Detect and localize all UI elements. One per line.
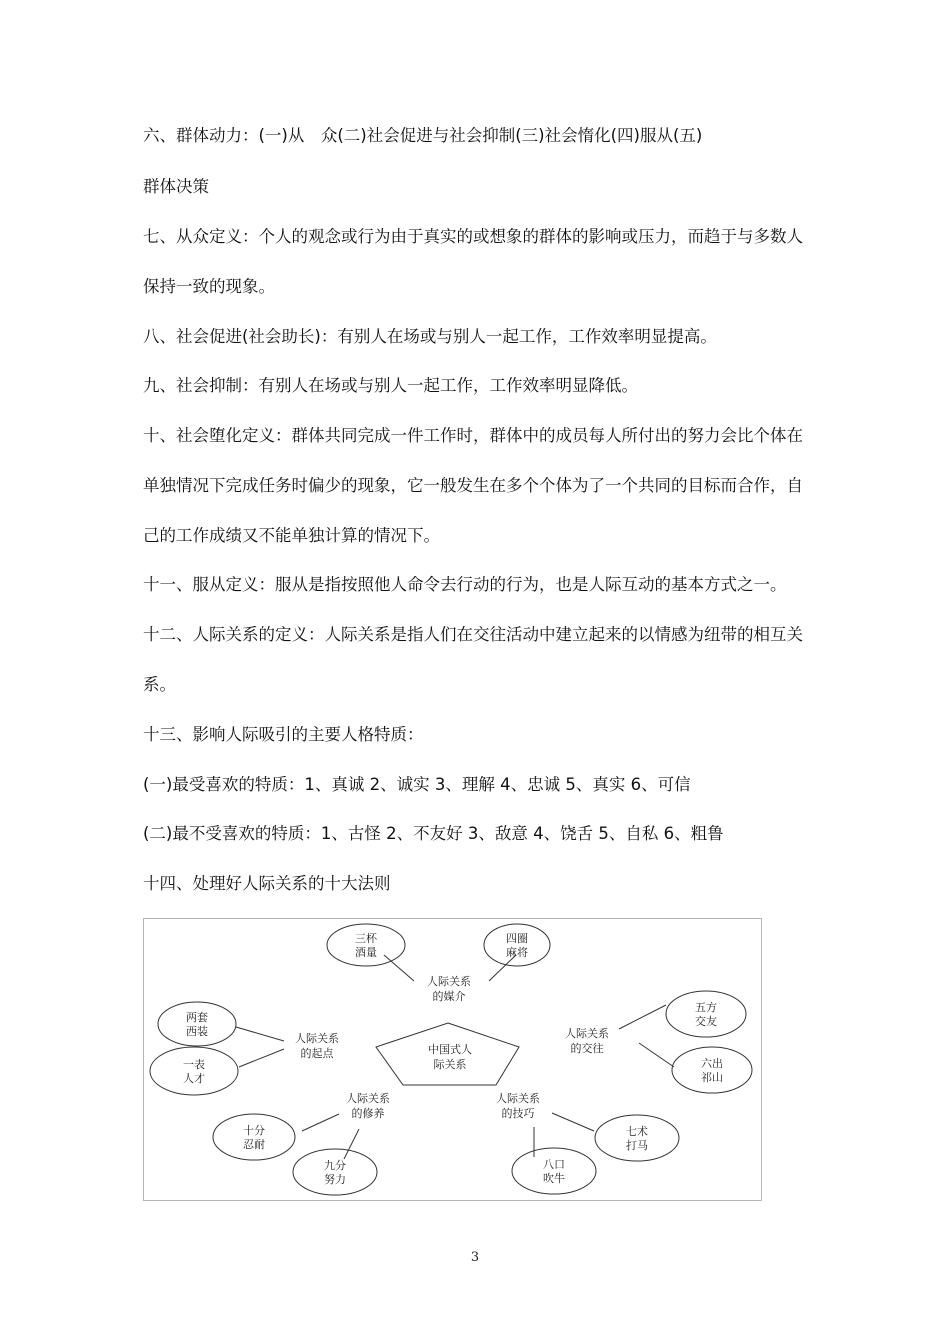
relationship-diagram-svg bbox=[144, 919, 763, 1202]
group-cultivation-line-2: 的修养 bbox=[351, 1107, 385, 1120]
connector-line bbox=[552, 1113, 594, 1131]
node-4-line-2: 麻将 bbox=[506, 946, 528, 959]
node-6-line-2: 祁山 bbox=[701, 1071, 723, 1084]
paragraph-6-line-1: 六、群体动力：(一)从 众(二)社会促进与社会抑制(三)社会惰化(四)服从(五) bbox=[143, 126, 703, 145]
connector-line bbox=[639, 1043, 674, 1067]
paragraph-9: 九、社会抑制：有别人在场或与别人一起工作，工作效率明显降低。 bbox=[143, 376, 638, 395]
paragraph-13-item-2: (二)最不受喜欢的特质：1、古怪 2、不友好 3、敌意 4、饶舌 5、自私 6、粗鲁 bbox=[143, 824, 724, 843]
group-interaction-line-2: 的交往 bbox=[570, 1042, 604, 1055]
node-ellipse bbox=[595, 1115, 679, 1161]
connector-line bbox=[236, 1027, 284, 1041]
node-ellipse bbox=[158, 1002, 236, 1046]
node-10-line-1: 十分 bbox=[243, 1124, 265, 1137]
node-ellipse bbox=[512, 1148, 596, 1194]
paragraph-10-line-1: 十、社会堕化定义：群体共同完成一件工作时，群体中的成员每人所付出的努力会比个体在 bbox=[143, 426, 803, 445]
paragraph-13-item-1: (一)最受喜欢的特质：1、真诚 2、诚实 3、理解 4、忠诚 5、真实 6、可信 bbox=[143, 775, 691, 794]
paragraph-14: 十四、处理好人际关系的十大法则 bbox=[143, 874, 391, 893]
paragraph-10-line-3: 己的工作成绩又不能单独计算的情况下。 bbox=[143, 526, 440, 545]
node-10-line-2: 忍耐 bbox=[243, 1138, 265, 1151]
group-cultivation-line-1: 人际关系 bbox=[346, 1092, 390, 1105]
node-7-line-2: 打马 bbox=[626, 1139, 648, 1152]
connector-line bbox=[619, 1005, 666, 1029]
node-ellipse bbox=[666, 991, 746, 1037]
group-media-line-1: 人际关系 bbox=[427, 975, 471, 988]
paragraph-7-line-1: 七、从众定义：个人的观念或行为由于真实的或想象的群体的影响或压力，而趋于与多数人 bbox=[143, 227, 803, 246]
paragraph-13: 十三、影响人际吸引的主要人格特质： bbox=[143, 725, 424, 744]
node-8-line-2: 吹牛 bbox=[543, 1172, 565, 1185]
node-5-line-1: 五方 bbox=[695, 1001, 717, 1014]
group-skill-line-1: 人际关系 bbox=[496, 1092, 540, 1105]
node-2-line-1: 两套 bbox=[186, 1011, 208, 1024]
node-ellipse bbox=[213, 1114, 295, 1160]
node-ellipse bbox=[150, 1047, 238, 1095]
paragraph-11: 十一、服从定义：服从是指按照他人命令去行动的行为，也是人际互动的基本方式之一。 bbox=[143, 575, 787, 594]
group-start-line-1: 人际关系 bbox=[295, 1032, 339, 1045]
node-3-line-1: 三杯 bbox=[355, 932, 377, 945]
paragraph-6-line-2: 群体决策 bbox=[143, 177, 209, 196]
node-ellipse bbox=[484, 924, 550, 966]
node-9-line-2: 努力 bbox=[324, 1173, 346, 1186]
connector-line bbox=[344, 1129, 359, 1159]
center-label-line-2: 际关系 bbox=[433, 1058, 467, 1071]
group-skill-line-2: 的技巧 bbox=[501, 1107, 535, 1120]
node-ellipse bbox=[672, 1047, 752, 1093]
node-6-line-1: 六出 bbox=[701, 1057, 723, 1070]
node-1-line-2: 人才 bbox=[183, 1072, 205, 1085]
node-ellipse bbox=[327, 924, 405, 966]
node-5-line-2: 交友 bbox=[695, 1015, 717, 1028]
node-8-line-1: 八口 bbox=[543, 1158, 565, 1171]
paragraph-7-line-2: 保持一致的现象。 bbox=[143, 277, 275, 296]
page-number: 3 bbox=[470, 1250, 480, 1265]
connector-line bbox=[302, 1114, 339, 1131]
paragraph-8: 八、社会促进(社会助长)：有别人在场或与别人一起工作，工作效率明显提高。 bbox=[143, 327, 717, 346]
connector-line bbox=[239, 1049, 284, 1067]
node-ellipse bbox=[293, 1149, 377, 1195]
paragraph-12-line-2: 系。 bbox=[143, 675, 176, 694]
center-label-line-1: 中国式人 bbox=[428, 1043, 472, 1056]
paragraph-12-line-1: 十二、人际关系的定义：人际关系是指人们在交往活动中建立起来的以情感为纽带的相互关 bbox=[143, 625, 803, 644]
node-4-line-1: 四圈 bbox=[506, 932, 528, 945]
node-2-line-2: 西装 bbox=[186, 1025, 208, 1038]
connector-line bbox=[384, 955, 414, 981]
group-interaction-line-1: 人际关系 bbox=[565, 1027, 609, 1040]
node-9-line-1: 九分 bbox=[324, 1159, 346, 1172]
paragraph-10-line-2: 单独情况下完成任务时偏少的现象，它一般发生在多个个体为了一个共同的目标而合作，自 bbox=[143, 476, 803, 495]
relationship-diagram bbox=[143, 918, 762, 1201]
node-7-line-1: 七术 bbox=[626, 1125, 648, 1138]
node-3-line-2: 酒量 bbox=[355, 946, 377, 959]
node-1-line-1: 一表 bbox=[183, 1058, 205, 1071]
group-start-line-2: 的起点 bbox=[300, 1047, 334, 1060]
group-media-line-2: 的媒介 bbox=[432, 990, 466, 1003]
